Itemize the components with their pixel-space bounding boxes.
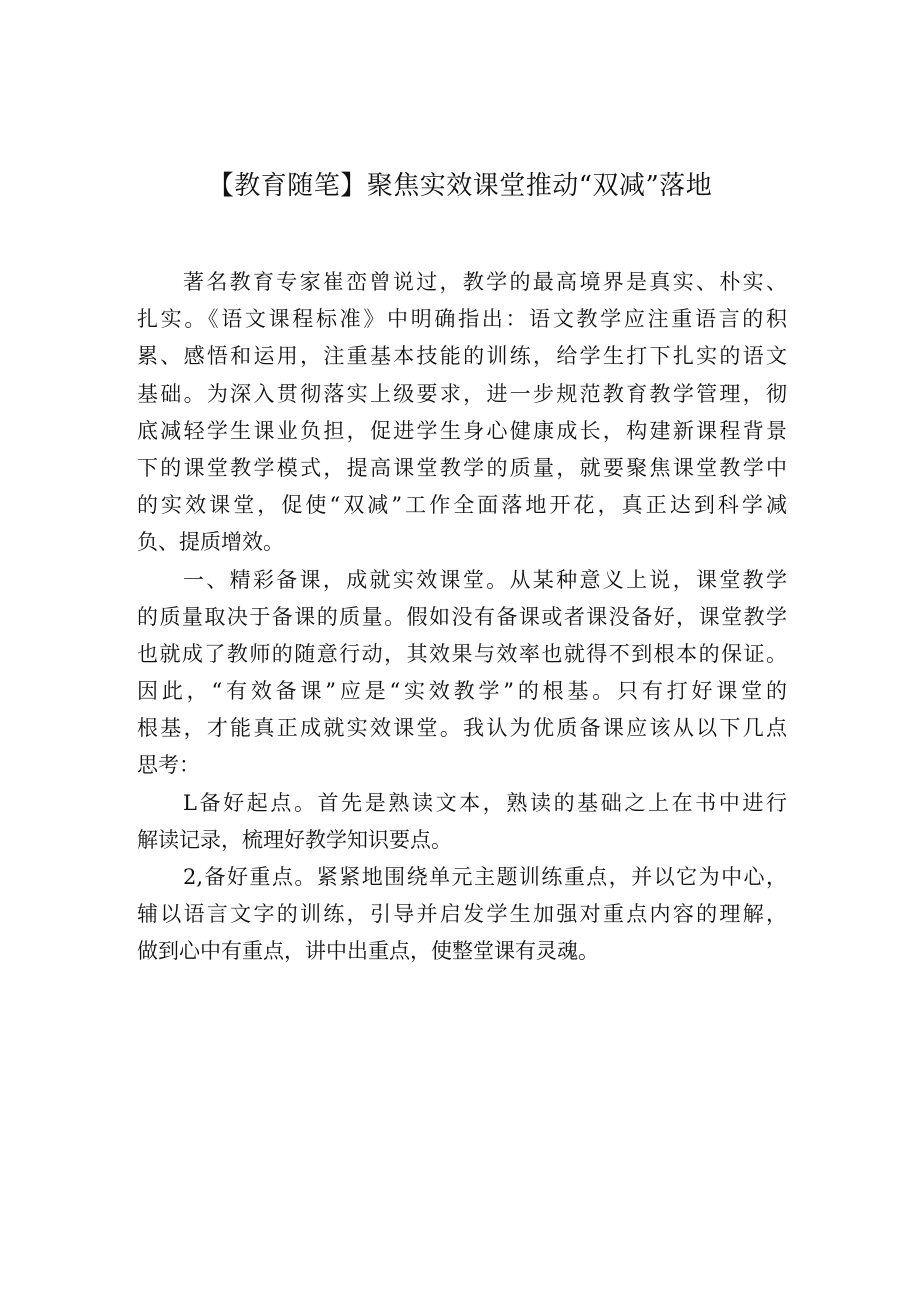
text-line: 的质量取决于备课的质量。假如没有备课或者课没备好，课堂教学 [137,604,787,629]
text-line: 负、提质增效。 [137,530,284,555]
document-body [137,264,787,971]
text-line: 底减轻学生课业负担，促进学生身心健康成长，构建新课程背景 [137,418,787,443]
text-line: L备好起点。首先是熟读文本，熟读的基础之上在书中进行 [183,790,787,815]
text-line: 基础。为深入贯彻落实上级要求，进一步规范教育教学管理，彻 [137,381,787,406]
text-line: 因此，“有效备课”应是“实效教学”的根基。只有打好课堂的 [137,679,787,704]
text-line: 的实效课堂，促使“双减”工作全面落地开花，真正达到科学减 [137,493,787,518]
text-line: 辅以语言文字的训练，引导并启发学生加强对重点内容的理解， [137,902,787,927]
document-title: 【教育随笔】聚焦实效课堂推动“双减”落地 [207,171,713,201]
text-line: 做到心中有重点，讲中出重点，使整堂课有灵魂。 [137,939,599,964]
text-line: 著名教育专家崔峦曾说过，教学的最高境界是真实、朴实、 [183,270,787,294]
paragraph-section-one [137,562,787,785]
paragraph-intro [137,264,787,562]
text-line: 也就成了教师的随意行动，其效果与效率也就得不到根本的保证。 [137,641,787,666]
text-line: 一、精彩备课，成就实效课堂。从某种意义上说，课堂教学 [183,567,787,592]
text-line: 累、感悟和运用，注重基本技能的训练，给学生打下扎实的语文 [137,344,787,369]
paragraph-point-one [137,785,787,859]
text-line: 思考： [137,753,200,778]
text-line: 2,备好重点。紧紧地围绕单元主题训练重点，并以它为中心， [183,865,787,889]
text-line: 扎实。《语文课程标准》中明确指出：语文教学应注重语言的积 [137,307,787,332]
paragraph-point-two [137,859,787,971]
text-line: 解读记录，梳理好教学知识要点。 [137,827,452,852]
text-line: 下的课堂教学模式，提高课堂教学的质量，就要聚焦课堂教学中 [137,455,787,480]
text-line: 根基，才能真正成就实效课堂。我认为优质备课应该从以下几点 [137,716,787,741]
